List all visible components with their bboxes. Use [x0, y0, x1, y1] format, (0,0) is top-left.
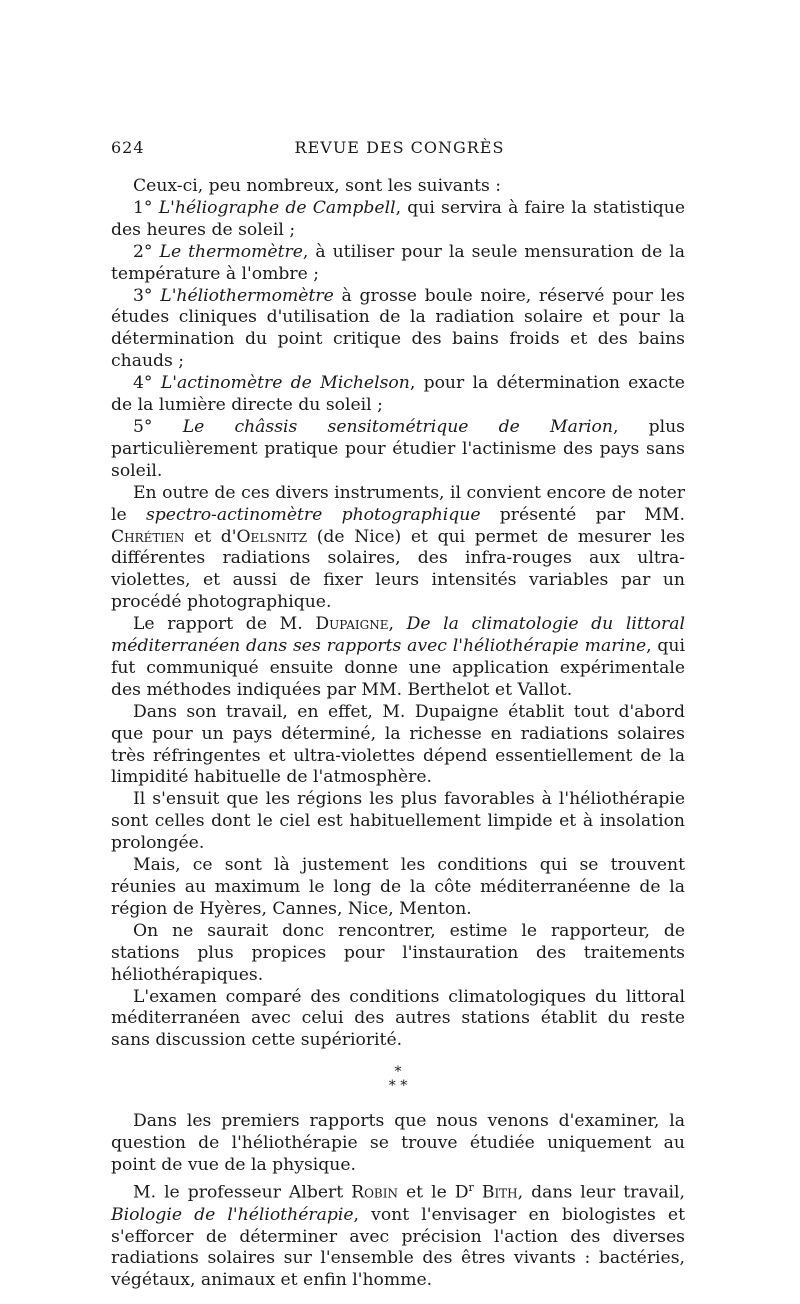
text-run: M. le professeur Albert — [133, 1182, 352, 1203]
item-number: 3° — [133, 285, 153, 306]
instrument-item — [111, 198, 685, 242]
travail-paragraph: Dans son travail, en effet, M. Dupaigne établit tout d'abord que pour un pays déterminé, la richesse en radiations solaires très réfringentes et ultra-violettes dépend essentiellement de la limpidité habituelle de l'atmosphère. — [111, 701, 685, 788]
page-number: 624 — [111, 138, 145, 157]
item-text: à grosse boule noire, réservé pour les études cliniques d'utilisation de la radiation solaire et pour la détermination du point critique des bains froids et des bains chauds ; — [111, 285, 686, 372]
text-run: et d' — [184, 526, 237, 547]
saurait-paragraph: On ne saurait donc rencontrer, estime le rapporteur, de stations plus propices pour l'instauration des traitements héliothérapiques. — [111, 920, 685, 985]
author-name: Dupaigne — [315, 614, 389, 635]
item-text: , pour la détermination exacte de la lumière directe du soleil ; — [111, 373, 685, 416]
text-run: , — [388, 614, 407, 635]
author-name: Bith — [481, 1182, 518, 1203]
author-name: Robin — [351, 1182, 398, 1203]
premiers-paragraph: Dans les premiers rapports que nous venons d'examiner, la question de l'héliothérapie se trouve étudiée uniquement au point de vue de la physique. — [111, 1111, 685, 1176]
text-run — [474, 1183, 482, 1203]
examen-paragraph: L'examen comparé des conditions climatologiques du littoral méditerranéen avec celui des autres stations établit du reste sans discussion cette supériorité. — [111, 986, 685, 1051]
page-header — [111, 138, 688, 162]
instrument-name: spectro-actinomètre photographique — [145, 504, 481, 525]
mais-paragraph: Mais, ce sont là justement les conditions qui se trouvent réunies au maximum le long de la côte méditerranéenne de la région de Hyères, Cannes, Nice, Menton. — [111, 855, 685, 919]
report-title: Biologie de l'héliothérapie — [111, 1204, 354, 1225]
instrument-name: L'héliothermomètre — [160, 285, 334, 306]
report-title: De la climatologie du littoral méditerranéen dans ses rapports avec l'héliothérapie marine — [111, 614, 685, 657]
text-run: présenté par MM. — [480, 504, 685, 525]
intro-paragraph: Ceux-ci, peu nombreux, sont les suivants : — [133, 176, 502, 196]
text-run: , qui fut communiqué ensuite donne une application expérimentale des méthodes indiquées par MM. Berthelot et Vallot. — [111, 636, 686, 700]
instrument-name: Le châssis sensitométrique de Marion — [182, 416, 613, 437]
text-run: (de Nice) et qui permet de mesurer les différentes radiations solaires, des infra-rouges aux ultra-violettes, et aussi de fixer leurs intensités variables par un procédé photographique. — [111, 526, 685, 613]
superscript: r — [468, 1180, 474, 1194]
instrument-item — [111, 373, 685, 417]
text-run: Le rapport de M. — [133, 614, 316, 635]
running-head: REVUE DES CONGRÈS — [294, 138, 505, 157]
author-name: Chrétien — [111, 526, 185, 547]
author-name: Oelsnitz — [236, 526, 308, 547]
item-text: , à utiliser pour la seule mensuration de la température à l'ombre ; — [111, 241, 685, 284]
instrument-item — [111, 417, 685, 483]
text-run: , dans leur travail, — [517, 1182, 686, 1203]
text-run: En outre de ces divers instruments, il convient encore de noter le — [111, 482, 685, 525]
item-number: 2° — [133, 241, 153, 262]
item-text: , plus particulièrement pratique pour étudier l'actinisme des pays sans soleil. — [111, 416, 685, 481]
page-body — [111, 176, 685, 1292]
item-number: 1° — [133, 197, 153, 218]
item-number: 5° — [133, 416, 153, 437]
instrument-name: L'héliographe de Campbell — [158, 197, 396, 218]
spectro-paragraph — [111, 483, 685, 614]
item-text: , qui servira à faire la statistique des heures de soleil ; — [111, 197, 685, 240]
suit-paragraph: Il s'ensuit que les régions les plus favorables à l'héliothérapie sont celles dont le ciel est habituellement limpide et à insolation prolongée. — [111, 789, 685, 854]
robin-paragraph — [111, 1177, 685, 1292]
text-run: , vont l'envisager en biologistes et s'efforcer de déterminer avec précision l'action des diverses radiations solaires sur l'ensemble des êtres vivants : bactéries, végétaux, animaux et enfin l'homme. — [111, 1204, 686, 1291]
instrument-name: Le thermomètre — [159, 241, 303, 262]
instrument-item — [111, 242, 685, 286]
section-asterism — [111, 1052, 685, 1111]
rapport-paragraph — [111, 614, 685, 702]
item-number: 4° — [133, 373, 153, 394]
asterism-glyphs: * * * — [388, 1064, 408, 1095]
instrument-item — [111, 286, 685, 374]
text-run: et le D — [397, 1182, 469, 1203]
instrument-name: L'actinomètre de Michelson — [160, 373, 410, 394]
